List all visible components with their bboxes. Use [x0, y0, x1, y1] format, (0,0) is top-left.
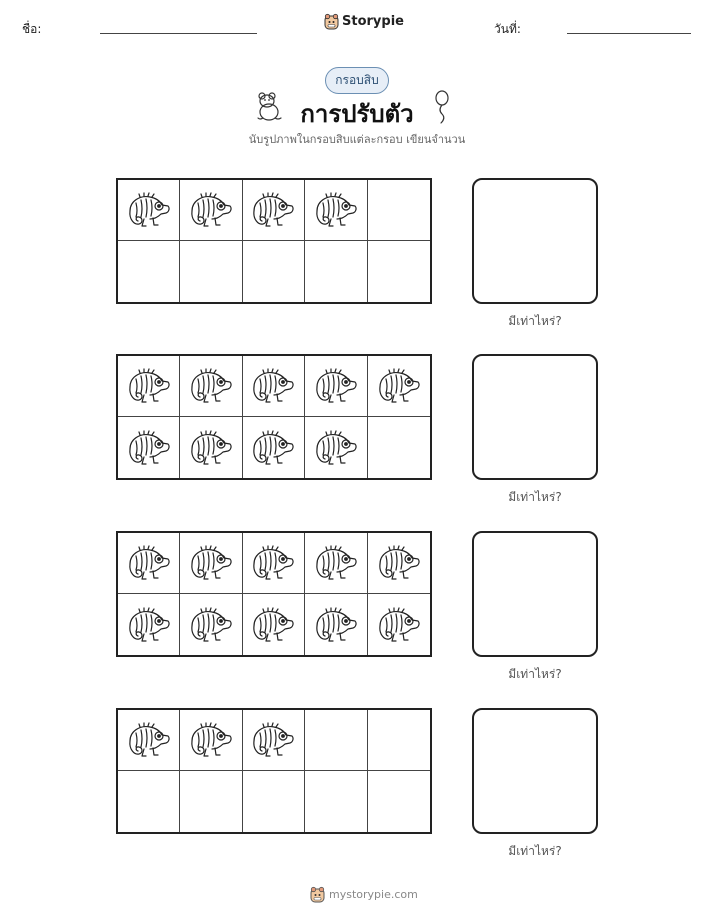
- chameleon-icon: [250, 427, 296, 469]
- ten-frame-cell: [118, 533, 180, 594]
- chameleon-icon: [188, 719, 234, 761]
- chameleon-icon: [313, 427, 359, 469]
- ten-frame-cell: [243, 594, 305, 655]
- ten-frame-cell: [180, 533, 242, 594]
- chameleon-icon: [250, 604, 296, 646]
- ten-frame-cell: [243, 180, 305, 241]
- chameleon-icon: [126, 427, 172, 469]
- chameleon-icon: [313, 604, 359, 646]
- ten-frame-cell: [368, 771, 430, 832]
- ten-frame: [116, 531, 432, 657]
- answer-box[interactable]: [472, 354, 598, 480]
- footer-site: mystorypie.com: [329, 888, 418, 901]
- chameleon-icon: [188, 604, 234, 646]
- ten-frame-cell: [243, 533, 305, 594]
- ten-frame-cell: [180, 417, 242, 478]
- how-many-question: มีเท่าไหร่?: [508, 314, 562, 328]
- answer-box[interactable]: [472, 178, 598, 304]
- ten-frame-cell: [243, 417, 305, 478]
- ten-frame-cell: [118, 356, 180, 417]
- ten-frame-cell: [368, 241, 430, 302]
- ten-frame-cell: [368, 180, 430, 241]
- ten-frame-cell: [180, 356, 242, 417]
- ten-frame-cell: [180, 710, 242, 771]
- brand-logo: [324, 13, 404, 30]
- footer: [310, 886, 418, 903]
- answer-box[interactable]: [472, 708, 598, 834]
- date-line: [567, 33, 691, 34]
- ten-frame-cell: [305, 710, 367, 771]
- ten-frame: [116, 178, 432, 304]
- ten-frame-cell: [118, 710, 180, 771]
- chameleon-icon: [376, 604, 422, 646]
- name-label: ชื่อ:: [22, 22, 42, 36]
- ten-frame-cell: [180, 771, 242, 832]
- chameleon-icon: [313, 189, 359, 231]
- ten-frame-cell: [118, 417, 180, 478]
- ten-frame-cell: [243, 356, 305, 417]
- chameleon-icon: [376, 542, 422, 584]
- badge-wrap: [0, 67, 714, 94]
- ten-frame-cell: [368, 710, 430, 771]
- chameleon-icon: [250, 189, 296, 231]
- ten-frame-cell: [305, 533, 367, 594]
- chameleon-icon: [126, 189, 172, 231]
- ten-frame-cell: [243, 771, 305, 832]
- chameleon-icon: [250, 719, 296, 761]
- chameleon-icon: [126, 719, 172, 761]
- chameleon-icon: [250, 365, 296, 407]
- chameleon-icon: [188, 427, 234, 469]
- ten-frame-cell: [118, 241, 180, 302]
- brand-name: Storypie: [342, 14, 404, 29]
- ten-frame-cell: [180, 594, 242, 655]
- chameleon-icon: [188, 189, 234, 231]
- chameleon-icon: [126, 365, 172, 407]
- ten-frame-cell: [180, 180, 242, 241]
- ten-frame-cell: [368, 594, 430, 655]
- ten-frame-cell: [368, 533, 430, 594]
- how-many-question: มีเท่าไหร่?: [508, 844, 562, 858]
- chameleon-icon: [188, 365, 234, 407]
- balloon-icon: [432, 90, 452, 124]
- chameleon-icon: [376, 365, 422, 407]
- ten-frame-cell: [118, 180, 180, 241]
- page-title: การปรับตัว: [300, 100, 414, 128]
- ten-frame-cell: [305, 356, 367, 417]
- ten-frame-cell: [118, 594, 180, 655]
- chameleon-icon: [126, 604, 172, 646]
- ten-frame-cell: [368, 356, 430, 417]
- storypie-mascot-icon: [324, 13, 339, 30]
- ten-frame-cell: [180, 241, 242, 302]
- instructions: นับรูปภาพในกรอบสิบแต่ละกรอบ เขียนจำนวน: [248, 133, 466, 146]
- chameleon-icon: [126, 542, 172, 584]
- ten-frame: [116, 708, 432, 834]
- how-many-question: มีเท่าไหร่?: [508, 490, 562, 504]
- name-line: [100, 33, 257, 34]
- ten-frame-cell: [305, 594, 367, 655]
- ten-frame: [116, 354, 432, 480]
- how-many-question: มีเท่าไหร่?: [508, 667, 562, 681]
- chameleon-icon: [250, 542, 296, 584]
- ten-frame-cell: [368, 417, 430, 478]
- ten-frame-cell: [305, 417, 367, 478]
- chameleon-icon: [313, 542, 359, 584]
- ten-frame-cell: [305, 771, 367, 832]
- chameleon-icon: [188, 542, 234, 584]
- answer-box[interactable]: [472, 531, 598, 657]
- ten-frame-cell: [118, 771, 180, 832]
- topic-badge: กรอบสิบ: [325, 67, 388, 94]
- chameleon-icon: [313, 365, 359, 407]
- date-label: วันที่:: [494, 22, 521, 36]
- storypie-mascot-icon: [310, 886, 325, 903]
- ten-frame-cell: [305, 180, 367, 241]
- ten-frame-cell: [305, 241, 367, 302]
- ten-frame-cell: [243, 241, 305, 302]
- ten-frame-cell: [243, 710, 305, 771]
